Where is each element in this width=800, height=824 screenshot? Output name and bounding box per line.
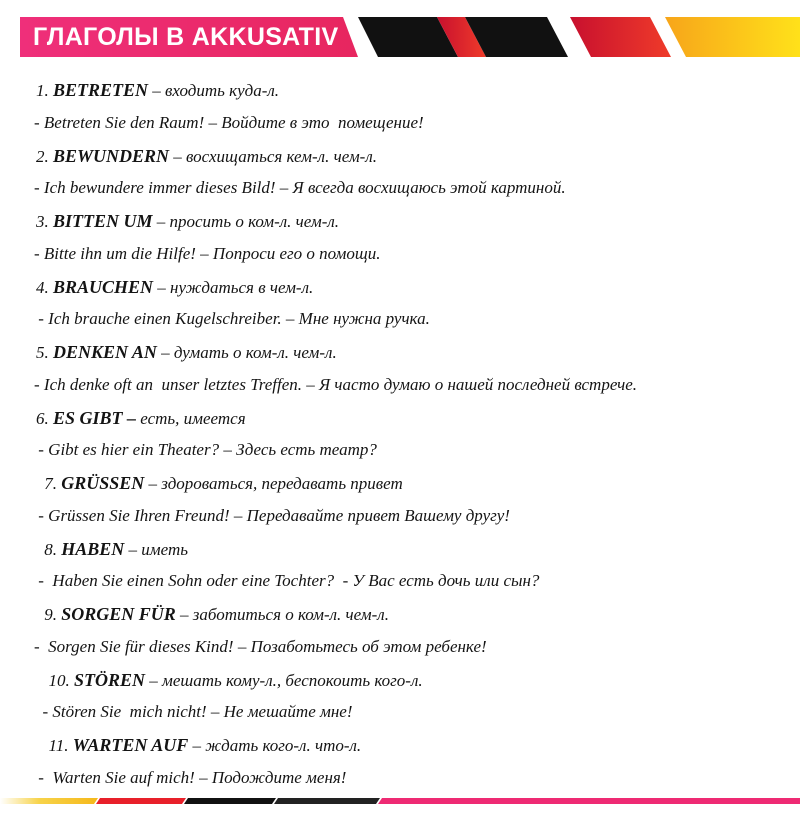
example-sentence: - Ich bewundere immer dieses Bild! – Я всегда восхищаюсь этой картиной. (34, 178, 566, 198)
translation: – мешать кому-л., беспокоить кого-л. (149, 670, 423, 690)
bottom-stripe-red (96, 798, 186, 804)
bottom-stripe-pink (378, 798, 800, 804)
entry-header (36, 210, 339, 233)
example-sentence: - Warten Sie auf mich! – Подождите меня! (34, 767, 347, 787)
entry-header (40, 472, 403, 495)
verb: ES GIBT – (53, 407, 137, 428)
bottom-stripe-black-1 (184, 798, 276, 804)
verb: HABEN (61, 538, 125, 559)
entry-header (40, 603, 389, 626)
verb: GRÜSSEN (61, 473, 145, 493)
verb: BETRETEN (53, 80, 149, 100)
example-sentence: - Betreten Sie den Raum! – Войдите в это помещение! (34, 112, 424, 132)
entry-header (36, 407, 246, 430)
entry-number: 7. (40, 474, 57, 493)
translation: – ждать кого-л. что-л. (192, 736, 362, 755)
bottom-stripe-black-2 (274, 798, 380, 804)
verb: STÖREN (74, 669, 146, 690)
entry-header (40, 734, 361, 757)
entry-number: 2. (36, 146, 49, 166)
entry-number: 10. (40, 670, 70, 690)
verb: SORGEN FÜR (61, 604, 176, 624)
verb: DENKEN AN (53, 342, 157, 362)
translation: – думать о ком-л. чем-л. (161, 343, 337, 362)
example-sentence: - Haben Sie einen Sohn oder eine Tochter? - У Вас есть дочь или сын? (34, 571, 540, 591)
translation: – иметь (128, 539, 188, 559)
example-sentence: - Bitte ihn um die Hilfe! – Попроси его о помощи. (34, 243, 381, 263)
entry-number: 4. (36, 277, 49, 297)
verb: BRAUCHEN (53, 276, 154, 297)
translation: – входить куда-л. (152, 81, 280, 100)
entry-number: 1. (36, 81, 49, 100)
translation: – заботиться о ком-л. чем-л. (180, 605, 389, 624)
translation: – здороваться, передавать привет (148, 474, 403, 493)
example-sentence: - Ich denke oft an unser letztes Treffen. – Я часто думаю о нашей последней встрече. (34, 374, 638, 394)
verb: BEWUNDERN (53, 145, 170, 166)
entry-header (36, 341, 337, 364)
example-sentence: - Ich brauche einen Kugelschreiber. – Мне нужна ручка. (34, 309, 430, 329)
entry-header (36, 276, 313, 299)
entry-number: 3. (36, 212, 49, 231)
example-sentence: - Grüssen Sie Ihren Freund! – Передавайте привет Вашему другу! (34, 505, 510, 525)
translation: есть, имеется (140, 408, 246, 428)
example-sentence: - Sorgen Sie für dieses Kind! – Позаботьтесь об этом ребенке! (34, 636, 487, 656)
translation: – восхищаться кем-л. чем-л. (173, 146, 377, 166)
translation: – просить о ком-л. чем-л. (156, 212, 340, 231)
entry-header (36, 145, 377, 168)
entry-number: 5. (36, 343, 49, 362)
entry-number: 9. (40, 605, 57, 624)
entry-header (40, 538, 188, 561)
example-sentence: - Stören Sie mich nicht! – Не мешайте мне! (34, 702, 353, 722)
bottom-decor-bar (0, 796, 800, 806)
verb: WARTEN AUF (72, 735, 189, 755)
entry-number: 6. (36, 408, 49, 428)
bottom-stripe-yellow (0, 798, 98, 804)
translation: – нуждаться в чем-л. (157, 277, 314, 297)
verb: BITTEN UM (53, 211, 153, 231)
entry-header (40, 669, 423, 692)
page-title: ГЛАГОЛЫ В AKKUSATIV (33, 23, 339, 51)
entry-header (36, 79, 279, 102)
entry-number: 8. (40, 539, 57, 559)
example-sentence: - Gibt es hier ein Theater? – Здесь есть театр? (34, 440, 377, 460)
entry-number: 11. (40, 736, 69, 755)
